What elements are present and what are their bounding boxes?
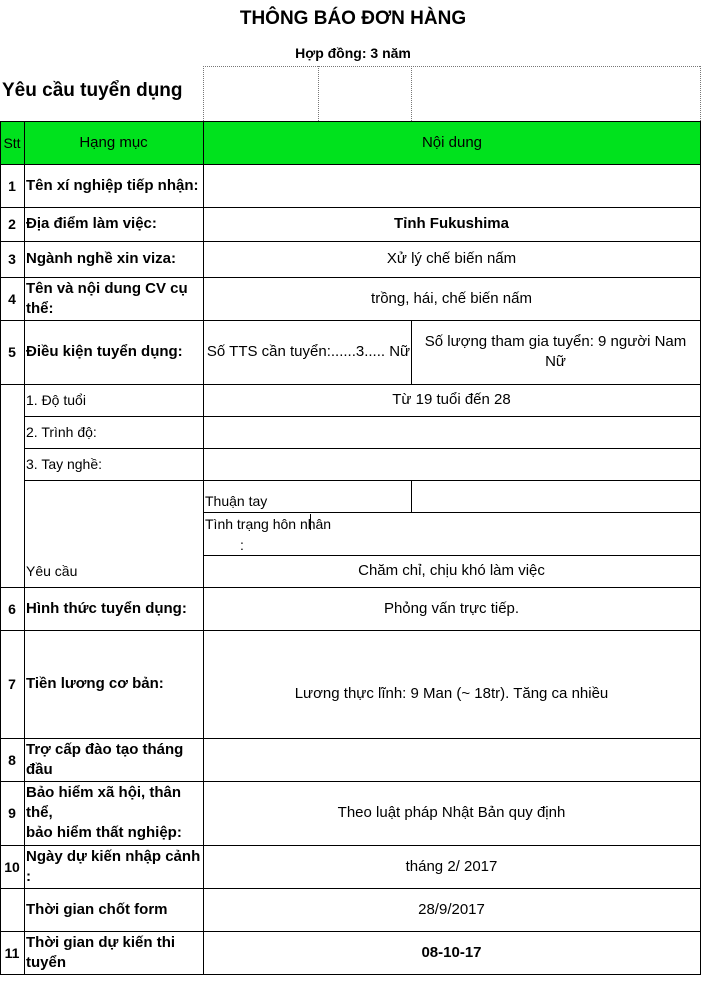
top-box-line: [700, 66, 701, 121]
row-9-content: Theo luật pháp Nhật Bản quy định: [337, 804, 566, 821]
grid-line: [0, 974, 701, 975]
marital-colon: :: [240, 537, 244, 553]
handedness-label: Thuận tay: [205, 493, 268, 509]
document-title: THÔNG BÁO ĐƠN HÀNG: [239, 8, 467, 29]
row-form-stt: [0, 888, 24, 931]
row-3-item: Ngành nghề xin viza:: [26, 250, 177, 267]
requirements-title: Yêu cầu tuyển dụng: [2, 80, 183, 101]
row-1-item: Tên xí nghiệp tiếp nhận:: [26, 176, 199, 194]
row-4-item: Tên và nội dung CV cụ thể:: [26, 279, 188, 317]
skill-label: 3. Tay nghề:: [26, 456, 103, 472]
age-value: Từ 19 tuổi đến 28: [392, 391, 511, 408]
row-7-stt: 7: [8, 676, 16, 692]
row-5-content-left: Số TTS cần tuyển:......3..... Nữ: [206, 343, 411, 360]
row-2-content: Tỉnh Fukushima: [393, 215, 509, 232]
row-10-item: Ngày dự kiến nhập cảnh :: [26, 847, 201, 885]
row-2-item: Địa điểm làm việc:: [26, 215, 157, 232]
row-9-item: Bảo hiểm xã hội, thân thể, bảo hiểm thất nghiệp:: [26, 784, 182, 841]
row-8-content: [203, 738, 700, 781]
grid-line: [24, 480, 701, 481]
education-label: 2. Trình độ:: [26, 424, 97, 440]
row-form-content: 28/9/2017: [418, 900, 485, 918]
row-3-stt: 3: [8, 251, 16, 267]
marital-label: Tình trạng hôn nhân: [205, 516, 332, 532]
request-label: Yêu cầu: [26, 563, 78, 579]
row-5-item: Điều kiện tuyển dụng:: [26, 343, 183, 360]
header-content: Nội dung: [421, 133, 483, 151]
row-8-stt: 8: [8, 751, 16, 768]
row-8-item: Trợ cấp đào tạo tháng đầu: [26, 740, 184, 778]
row-6-item: Hình thức tuyển dụng:: [26, 599, 187, 617]
header-stt: Stt: [3, 134, 21, 151]
row-4-content: trồng, hái, chế biến nấm: [371, 289, 532, 307]
top-box-line: [318, 66, 319, 121]
row-7-item: Tiền lương cơ bản:: [26, 675, 164, 692]
row-9-stt: 9: [8, 805, 16, 821]
top-box-line: [203, 66, 700, 67]
row-1-content: [203, 164, 700, 207]
request-value: Chăm chỉ, chịu khó làm việc: [358, 562, 545, 579]
row-6-content: Phỏng vấn trực tiếp.: [383, 599, 520, 617]
top-box-line: [203, 66, 204, 121]
row-7-content: Lương thực lĩnh: 9 Man (~ 18tr). Tăng ca nhiều: [294, 685, 609, 702]
header-item: Hạng mục: [79, 133, 148, 151]
row-5-stt: 5: [8, 344, 16, 360]
grid-line: [411, 480, 412, 512]
row-2-stt: 2: [8, 216, 16, 232]
age-label: 1. Độ tuổi: [26, 392, 86, 408]
grid-line: [0, 121, 701, 122]
row-10-stt: 10: [4, 858, 20, 875]
row-10-content: tháng 2/ 2017: [405, 857, 498, 875]
grid-line: [700, 121, 701, 974]
top-box-line: [411, 66, 412, 121]
row-6-stt: 6: [8, 600, 16, 617]
row-form-item: Thời gian chốt form: [26, 900, 168, 918]
row-3-content: Xử lý chế biến nấm: [386, 250, 517, 267]
row-11-stt: 11: [4, 944, 20, 961]
row-4-stt: 4: [8, 290, 16, 307]
row-11-content: 08-10-17: [421, 943, 482, 961]
row-1-stt: 1: [8, 177, 16, 194]
contract-term: Hợp đồng: 3 năm: [295, 45, 411, 61]
row-11-item: Thời gian dự kiến thi tuyển: [26, 933, 176, 971]
row-5-content-right: Số lượng tham gia tuyển: 9 người Nam Nữ: [424, 333, 687, 370]
